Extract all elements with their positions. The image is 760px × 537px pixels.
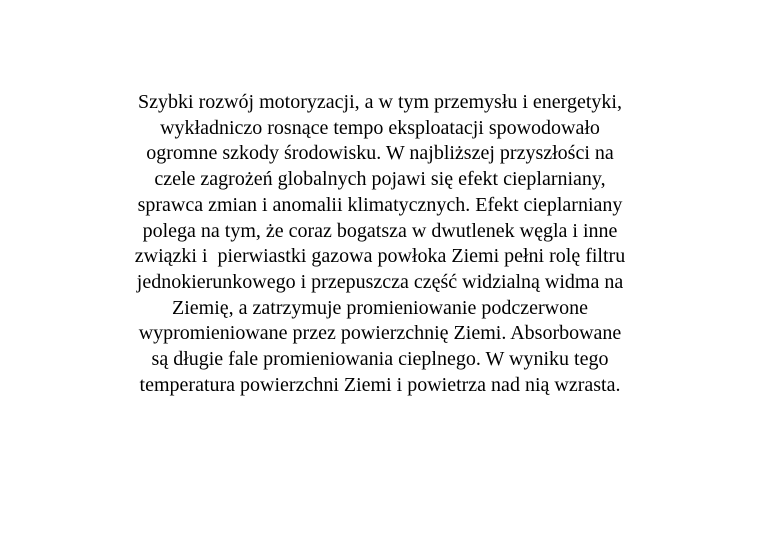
paragraph-line: związki i pierwiastki gazowa powłoka Ziemi pełni rolę filtru [134,245,626,268]
paragraph-line: ogromne szkody środowisku. W najbliższej przyszłości na [146,142,614,165]
paragraph-line: jednokierunkowego i przepuszcza część widzialną widma na [136,270,624,293]
paragraph-line: Szybki rozwój motoryzacji, a w tym przemysłu i energetyki, [138,91,622,113]
body-paragraph [90,90,670,398]
paragraph-line: wykładniczo rosnące tempo eksploatacji spowodowało [160,116,600,139]
paragraph-line: temperatura powierzchni Ziemi i powietrza nad nią wzrasta. [139,373,621,396]
paragraph-line: są długie fale promieniowania cieplnego. W wyniku tego [151,348,609,371]
paragraph-line: wypromieniowane przez powierzchnię Ziemi. Absorbowane [138,322,622,345]
paragraph-line: sprawca zmian i anomalii klimatycznych. Efekt cieplarniany [137,193,623,216]
paragraph-line: czele zagrożeń globalnych pojawi się efekt cieplarniany, [154,168,606,191]
paragraph-line: Ziemię, a zatrzymuje promieniowanie podczerwone [172,296,588,319]
paragraph-line: polega na tym, że coraz bogatsza w dwutlenek węgla i inne [142,219,618,242]
